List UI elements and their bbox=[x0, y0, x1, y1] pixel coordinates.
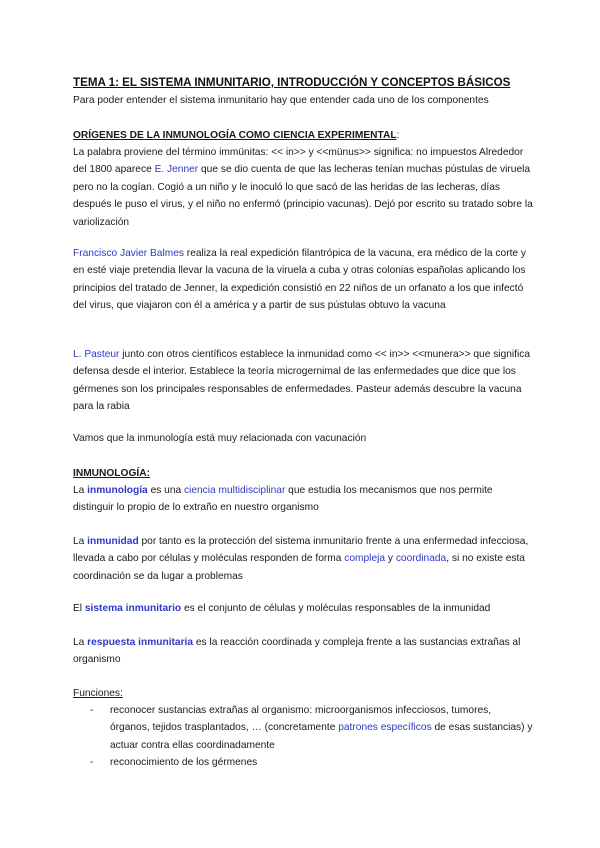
term-respuesta-inmunitaria: respuesta inmunitaria bbox=[87, 637, 194, 648]
term-inmunidad: inmunidad bbox=[87, 536, 139, 547]
d1-text-a: La bbox=[73, 485, 88, 496]
origenes-heading-text: ORÍGENES DE LA INMUNOLOGÍA COMO CIENCIA EXPERIMENTAL bbox=[73, 130, 397, 141]
list-item bbox=[73, 754, 533, 771]
d3-text-b: es el conjunto de células y moléculas responsables de la inmunidad bbox=[181, 603, 491, 614]
d2-text-c: y bbox=[385, 553, 396, 565]
paragraph-jenner bbox=[73, 144, 533, 231]
pasteur-text: junto con otros científicos establece la inmunidad como << in>> <<munera>> que significa defensa desde el interior. Establece la teoría microgernimal de las enfermedades que dice que los gérmenes son los principales responsables de enfermedades. Pasteur además descubre la vacuna para la rabia bbox=[73, 349, 531, 413]
definition-inmunologia bbox=[73, 482, 533, 517]
term-patrones-especificos: patrones específicos bbox=[338, 722, 432, 734]
paragraph-vacunacion: Vamos que la inmunología está muy relacionada con vacunación bbox=[73, 433, 367, 444]
jenner-text-a: La palabra proviene del término immünitas: << in>> y <<münus>> significa: no impuestos Alrededor del 1800 aparece bbox=[73, 147, 524, 176]
page-title: TEMA 1: EL SISTEMA INMUNITARIO, INTRODUCCIÓN Y CONCEPTOS BÁSICOS bbox=[73, 76, 511, 89]
definition-sistema-inmunitario bbox=[73, 600, 533, 617]
section-heading-origenes bbox=[73, 127, 533, 144]
d2-text-b: por tanto es la protección del sistema inmunitario frente a una enfermedad infecciosa, llevada a cabo por células y moléculas responden de forma bbox=[73, 536, 529, 565]
balmes-link[interactable]: Francisco Javier Balmes bbox=[73, 248, 184, 259]
jenner-text-b: que se dio cuenta de que las lecheras tenían muchas pústulas de viruela pero no la cogían. Cogió a un niño y le inoculó lo que sacó de las heridas de las lecheras, días después le puso el virus, y el niño no enfermó (principio vacunas). Dejó por escrito su tratado sobre la variolización bbox=[73, 164, 533, 228]
d3-text-a: El bbox=[73, 603, 85, 614]
d1-text-c: que estudia los mecanismos que nos permite distinguir lo propio de lo extraño en nuestro organismo bbox=[73, 485, 493, 514]
origenes-heading-colon: : bbox=[396, 130, 400, 141]
definition-respuesta-inmunitaria bbox=[73, 634, 533, 669]
term-ciencia-multidisciplinar: ciencia multidisciplinar bbox=[183, 485, 286, 496]
section-heading-inmunologia: INMUNOLOGÍA: bbox=[73, 468, 150, 479]
paragraph-balmes bbox=[73, 245, 533, 315]
dash-bullet: - bbox=[90, 757, 94, 769]
d4-text-a: La bbox=[73, 637, 88, 648]
paragraph-pasteur bbox=[73, 346, 533, 416]
pasteur-link[interactable]: L. Pasteur bbox=[73, 349, 120, 360]
f1-text-b: de esas sustancias) y actuar contra ellas coordinadamente bbox=[110, 722, 533, 751]
term-inmunologia: inmunología bbox=[87, 485, 148, 496]
d4-text-b: es la reacción coordinada y compleja frente a las sustancias extrañas al organismo bbox=[73, 637, 521, 666]
term-sistema-inmunitario: sistema inmunitario bbox=[84, 603, 182, 614]
d2-text-d: , si no existe esta coordinación se da lugar a problemas bbox=[73, 553, 525, 582]
intro-paragraph: Para poder entender el sistema inmunitario hay que entender cada uno de los componentes bbox=[73, 95, 489, 106]
jenner-link[interactable]: E. Jenner bbox=[154, 164, 199, 176]
term-compleja: compleja bbox=[344, 553, 386, 565]
funciones-list bbox=[73, 702, 533, 772]
balmes-text: realiza la real expedición filantrópica de la vacuna, era médico de la corte y en esté viaje pretendia llevar la vacuna de la viruela a cuba y otras colonias españolas aplicando los principios del tratado de Jenner, la expedición consistió en 22 niños de un orfanato a los que infectó del virus, que viajaron con él a américa y a partir de sus pústulas obtuvo la vacuna bbox=[73, 248, 527, 312]
term-coordinada: coordinada bbox=[395, 553, 447, 565]
d1-text-b: es una bbox=[147, 485, 184, 496]
definition-inmunidad bbox=[73, 533, 533, 585]
section-heading-funciones: Funciones: bbox=[73, 688, 123, 699]
f1-text-a: reconocer sustancias extrañas al organismo: microorganismos infecciosos, tumores, órganos, tejidos trasplantados, … (concretamente bbox=[110, 705, 492, 734]
dash-bullet: - bbox=[90, 705, 94, 716]
d2-text-a: La bbox=[73, 536, 88, 547]
list-item bbox=[73, 702, 533, 754]
f2-text: reconocimiento de los gérmenes bbox=[110, 757, 258, 769]
